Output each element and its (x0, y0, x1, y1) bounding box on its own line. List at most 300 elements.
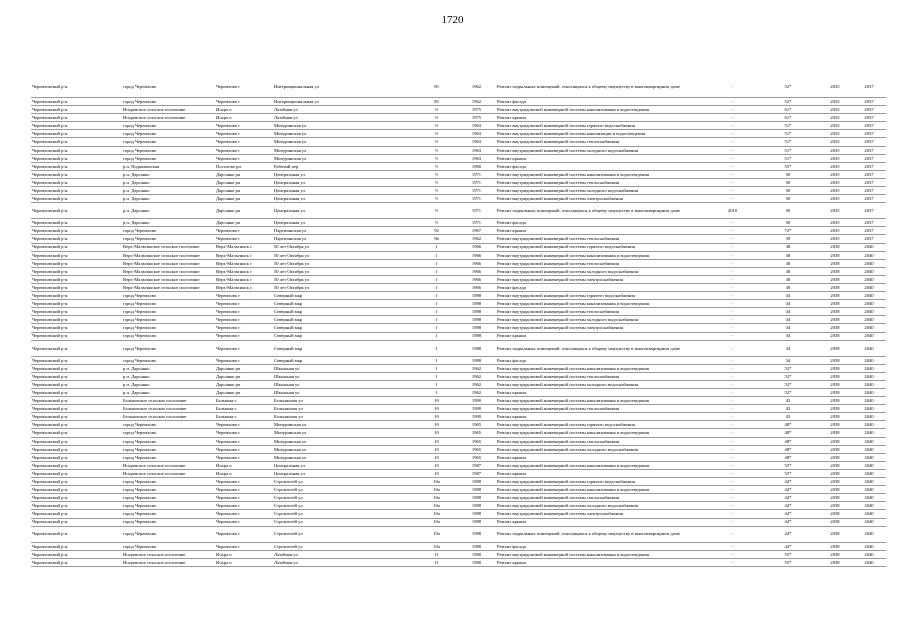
last-repair-year-cell: - (707, 389, 758, 397)
street-cell: Лазейная ул (273, 550, 416, 558)
last-repair-year-cell: - (707, 146, 758, 154)
house-number-cell: 10 (416, 421, 457, 429)
settlement-cell: город Черемхово (122, 421, 215, 429)
build-year-cell: 1987 (457, 461, 496, 469)
settlement-cell: город Черемхово (122, 316, 215, 324)
district-cell: Черемховский р-н (31, 316, 122, 324)
period-start-cell: 2038 (818, 364, 852, 372)
street-cell: 50 лет Октября ул (273, 251, 416, 259)
district-cell: Черемховский р-н (31, 421, 122, 429)
district-cell: Черемховский р-н (31, 461, 122, 469)
build-year-cell: 1990 (457, 413, 496, 421)
wear-percent-cell: 52* (758, 364, 818, 372)
locality-cell: Искра п (215, 114, 273, 122)
street-cell: Больничная ул (273, 397, 416, 405)
wear-percent-cell: 50 (758, 170, 818, 178)
work-type-cell: Ремонт внутридомовой инженерной системы теплоснабжения (496, 138, 707, 146)
locality-cell: Искра п (215, 469, 273, 477)
period-end-cell: 2040 (852, 494, 886, 502)
build-year-cell: 1962 (457, 380, 496, 388)
period-start-cell: 2038 (818, 486, 852, 494)
house-number-cell: 9 (416, 130, 457, 138)
locality-cell: Черемхово г (215, 453, 273, 461)
period-end-cell: 2037 (852, 178, 886, 186)
settlement-cell: Верх-Мальтинское сельское поселение (122, 243, 215, 251)
locality-cell: Черемхово г (215, 308, 273, 316)
period-start-cell: 2038 (818, 421, 852, 429)
locality-cell: Дарсанко рп (215, 170, 273, 178)
last-repair-year-cell: - (707, 170, 758, 178)
last-repair-year-cell: - (707, 494, 758, 502)
last-repair-year-cell: - (707, 195, 758, 203)
work-type-cell: Ремонт внутридомовой инженерной системы теплоснабжения (496, 235, 707, 243)
period-start-cell: 2038 (818, 389, 852, 397)
period-start-cell: 2038 (818, 550, 852, 558)
build-year-cell: 1988 (457, 300, 496, 308)
table-row (31, 162, 886, 170)
last-repair-year-cell: - (707, 316, 758, 324)
work-type-cell: Ремонт внутридомовой инженерной системы канализования и водоотведения (496, 170, 707, 178)
period-end-cell: 2037 (852, 76, 886, 98)
district-cell: Черемховский р-н (31, 445, 122, 453)
build-year-cell: 1962 (457, 364, 496, 372)
table-row (31, 494, 886, 502)
table-row (31, 154, 886, 162)
district-cell: Черемховский р-н (31, 453, 122, 461)
settlement-cell: город Черемхово (122, 494, 215, 502)
table-row (31, 389, 886, 397)
street-cell: Мичуринская ул (273, 453, 416, 461)
last-repair-year-cell: - (707, 235, 758, 243)
district-cell: Черемховский р-н (31, 283, 122, 291)
house-number-cell: 9 (416, 187, 457, 195)
period-end-cell: 2040 (852, 283, 886, 291)
build-year-cell: 1987 (457, 469, 496, 477)
street-cell: Строителей ул (273, 518, 416, 526)
wear-percent-cell: 44* (758, 526, 818, 542)
last-repair-year-cell: - (707, 267, 758, 275)
settlement-cell: р.п. Дарсанко (122, 187, 215, 195)
work-type-cell: Ремонт внутридомовой инженерной системы горячего водоснабжения (496, 478, 707, 486)
street-cell: Мичуринская ул (273, 437, 416, 445)
district-cell: Черемховский р-н (31, 219, 122, 227)
house-number-cell: 1 (416, 275, 457, 283)
period-start-cell: 2035 (818, 154, 852, 162)
settlement-cell: р.п. Дарсанко (122, 389, 215, 397)
work-type-cell: Ремонт фасада (496, 98, 707, 106)
table-row (31, 267, 886, 275)
district-cell: Черемховский р-н (31, 162, 122, 170)
build-year-cell: 1965 (457, 437, 496, 445)
last-repair-year-cell: - (707, 251, 758, 259)
period-end-cell: 2040 (852, 510, 886, 518)
district-cell: Черемховский р-н (31, 114, 122, 122)
house-number-cell: 9 (416, 114, 457, 122)
table-row (31, 429, 886, 437)
settlement-cell: Бельковское сельское поселение (122, 405, 215, 413)
build-year-cell: 1971 (457, 187, 496, 195)
period-end-cell: 2040 (852, 518, 886, 526)
district-cell: Черемховский р-н (31, 380, 122, 388)
locality-cell: Дарсанко рп (215, 219, 273, 227)
period-start-cell: 2038 (818, 259, 852, 267)
settlement-cell: Искровское сельское поселение (122, 106, 215, 114)
period-start-cell: 2038 (818, 510, 852, 518)
build-year-cell: 1971 (457, 170, 496, 178)
period-start-cell: 2038 (818, 526, 852, 542)
street-cell: Мичуринская ул (273, 429, 416, 437)
settlement-cell: Верх-Мальтинское сельское поселение (122, 283, 215, 291)
last-repair-year-cell: - (707, 380, 758, 388)
district-cell: Черемховский р-н (31, 300, 122, 308)
settlement-cell: Верх-Мальтинское сельское поселение (122, 259, 215, 267)
settlement-cell: р.п. Дарсанко (122, 170, 215, 178)
period-end-cell: 2037 (852, 114, 886, 122)
table-row (31, 550, 886, 558)
period-end-cell: 2040 (852, 437, 886, 445)
period-start-cell: 2038 (818, 300, 852, 308)
period-end-cell: 2040 (852, 380, 886, 388)
settlement-cell: город Черемхово (122, 146, 215, 154)
build-year-cell: 1988 (457, 510, 496, 518)
settlement-cell: город Черемхово (122, 518, 215, 526)
district-cell: Черемховский р-н (31, 98, 122, 106)
build-year-cell: 1988 (457, 502, 496, 510)
locality-cell: Черемхово г (215, 227, 273, 235)
table-row (31, 510, 886, 518)
table-row (31, 300, 886, 308)
street-cell: Больничная ул (273, 405, 416, 413)
period-end-cell: 2040 (852, 340, 886, 356)
house-number-cell: 1 (416, 251, 457, 259)
house-number-cell: 11 (416, 550, 457, 558)
period-end-cell: 2040 (852, 445, 886, 453)
house-number-cell: 10а (416, 542, 457, 550)
period-end-cell: 2040 (852, 356, 886, 364)
period-end-cell: 2037 (852, 235, 886, 243)
work-type-cell: Ремонт внутридомовой инженерной системы холодного водоснабжения (496, 267, 707, 275)
settlement-cell: город Черемхово (122, 130, 215, 138)
wear-percent-cell: 38 (758, 251, 818, 259)
wear-percent-cell: 34 (758, 356, 818, 364)
locality-cell: Искра п (215, 106, 273, 114)
street-cell: Центральная ул (273, 195, 416, 203)
wear-percent-cell: 43 (758, 413, 818, 421)
district-cell: Черемховский р-н (31, 469, 122, 477)
build-year-cell: 1975 (457, 114, 496, 122)
table-row (31, 526, 886, 542)
period-end-cell: 2040 (852, 486, 886, 494)
house-number-cell: 9 (416, 146, 457, 154)
settlement-cell: Искровское сельское поселение (122, 114, 215, 122)
table-body (31, 76, 886, 566)
wear-percent-cell: 51* (758, 122, 818, 130)
last-repair-year-cell: 2010 (707, 203, 758, 219)
work-type-cell: Ремонт фасада (496, 356, 707, 364)
district-cell: Черемховский р-н (31, 203, 122, 219)
last-repair-year-cell: - (707, 478, 758, 486)
locality-cell: Черемхово г (215, 494, 273, 502)
table-row (31, 130, 886, 138)
build-year-cell: 1988 (457, 526, 496, 542)
period-end-cell: 2040 (852, 364, 886, 372)
build-year-cell: 1971 (457, 219, 496, 227)
street-cell: Мичуринская ул (273, 154, 416, 162)
wear-percent-cell: 61* (758, 114, 818, 122)
work-type-cell: Ремонт внутридомовой инженерной системы холодного водоснабжения (496, 445, 707, 453)
period-end-cell: 2040 (852, 324, 886, 332)
period-end-cell: 2040 (852, 502, 886, 510)
work-type-cell: Ремонт внутридомовой инженерной системы теплоснабжения (496, 372, 707, 380)
table-row (31, 356, 886, 364)
build-year-cell: 1966 (457, 283, 496, 291)
period-start-cell: 2038 (818, 340, 852, 356)
table-row (31, 372, 886, 380)
period-start-cell: 2038 (818, 445, 852, 453)
house-number-cell: 1 (416, 332, 457, 340)
capital-repair-table (31, 76, 886, 567)
locality-cell: Черемхово г (215, 98, 273, 106)
settlement-cell: город Черемхово (122, 526, 215, 542)
period-start-cell: 2038 (818, 397, 852, 405)
build-year-cell: 1963 (457, 130, 496, 138)
wear-percent-cell: 44* (758, 494, 818, 502)
last-repair-year-cell: - (707, 429, 758, 437)
period-start-cell: 2038 (818, 453, 852, 461)
build-year-cell: 1990 (457, 397, 496, 405)
street-cell: Центральная ул (273, 170, 416, 178)
settlement-cell: Искровское сельское поселение (122, 550, 215, 558)
street-cell: Партизанская ул (273, 235, 416, 243)
table-row (31, 138, 886, 146)
street-cell: Лазейная ул (273, 106, 416, 114)
district-cell: Черемховский р-н (31, 413, 122, 421)
street-cell: Мичуринская ул (273, 130, 416, 138)
period-start-cell: 2035 (818, 138, 852, 146)
period-start-cell: 2038 (818, 405, 852, 413)
period-end-cell: 2040 (852, 292, 886, 300)
wear-percent-cell: 44* (758, 542, 818, 550)
work-type-cell: Ремонт внутридомовой инженерной системы холодного водоснабжения (496, 146, 707, 154)
last-repair-year-cell: - (707, 259, 758, 267)
last-repair-year-cell: - (707, 300, 758, 308)
last-repair-year-cell: - (707, 461, 758, 469)
last-repair-year-cell: - (707, 526, 758, 542)
locality-cell: Дарсанко рп (215, 187, 273, 195)
street-cell: Мичуринская ул (273, 146, 416, 154)
build-year-cell: 1988 (457, 486, 496, 494)
table-row (31, 98, 886, 106)
house-number-cell: 10а (416, 502, 457, 510)
period-end-cell: 2037 (852, 227, 886, 235)
street-cell: Северный мкр (273, 324, 416, 332)
district-cell: Черемховский р-н (31, 494, 122, 502)
table-row (31, 243, 886, 251)
last-repair-year-cell: - (707, 550, 758, 558)
house-number-cell: 10а (416, 486, 457, 494)
period-start-cell: 2038 (818, 429, 852, 437)
house-number-cell: 1 (416, 356, 457, 364)
settlement-cell: р.п. Дарсанко (122, 364, 215, 372)
table-row (31, 146, 886, 154)
settlement-cell: город Черемхово (122, 340, 215, 356)
locality-cell: Дарсанко рп (215, 389, 273, 397)
district-cell: Черемховский р-н (31, 518, 122, 526)
table-row (31, 332, 886, 340)
district-cell: Черемховский р-н (31, 122, 122, 130)
settlement-cell: город Черемхово (122, 445, 215, 453)
street-cell: Строителей ул (273, 494, 416, 502)
house-number-cell: 9 (416, 170, 457, 178)
period-end-cell: 2040 (852, 275, 886, 283)
settlement-cell: р.п. Дарсанко (122, 203, 215, 219)
settlement-cell: город Черемхово (122, 122, 215, 130)
period-start-cell: 2035 (818, 106, 852, 114)
settlement-cell: Верх-Мальтинское сельское поселение (122, 267, 215, 275)
wear-percent-cell: 38 (758, 267, 818, 275)
work-type-cell: Ремонт крыши (496, 413, 707, 421)
last-repair-year-cell: - (707, 356, 758, 364)
settlement-cell: р.п. Дарсанко (122, 380, 215, 388)
last-repair-year-cell: - (707, 332, 758, 340)
table-row (31, 292, 886, 300)
table-row (31, 421, 886, 429)
locality-cell: Дарсанко рп (215, 364, 273, 372)
work-type-cell: Ремонт крыши (496, 154, 707, 162)
work-type-cell: Ремонт внутридомовой инженерной системы канализования и водоотведения (496, 461, 707, 469)
district-cell: Черемховский р-н (31, 340, 122, 356)
last-repair-year-cell: - (707, 243, 758, 251)
work-type-cell: Ремонт внутридомовой инженерной системы теплоснабжения (496, 178, 707, 186)
house-number-cell: 10 (416, 429, 457, 437)
house-number-cell: 1 (416, 283, 457, 291)
table-row (31, 316, 886, 324)
table-row (31, 76, 886, 98)
table-row (31, 283, 886, 291)
period-start-cell: 2035 (818, 76, 852, 98)
table-row (31, 219, 886, 227)
wear-percent-cell: 44* (758, 486, 818, 494)
period-end-cell: 2037 (852, 187, 886, 195)
period-start-cell: 2035 (818, 170, 852, 178)
work-type-cell: Ремонт внутридомовой инженерной системы холодного водоснабжения (496, 187, 707, 195)
house-number-cell: 1 (416, 259, 457, 267)
work-type-cell: Ремонт крыши (496, 558, 707, 566)
district-cell: Черемховский р-н (31, 372, 122, 380)
street-cell: Школьная ул (273, 380, 416, 388)
last-repair-year-cell: - (707, 372, 758, 380)
work-type-cell: Ремонт внутридомовой инженерной системы горячего водоснабжения (496, 243, 707, 251)
period-end-cell: 2040 (852, 308, 886, 316)
wear-percent-cell: 51* (758, 154, 818, 162)
build-year-cell: 1962 (457, 235, 496, 243)
period-end-cell: 2040 (852, 372, 886, 380)
build-year-cell: 1966 (457, 267, 496, 275)
build-year-cell: 1963 (457, 138, 496, 146)
period-start-cell: 2038 (818, 542, 852, 550)
table-row (31, 364, 886, 372)
period-end-cell: 2040 (852, 542, 886, 550)
district-cell: Черемховский р-н (31, 510, 122, 518)
street-cell: Мичуринская ул (273, 421, 416, 429)
work-type-cell: Ремонт внутридомовой инженерной системы горячего водоснабжения (496, 421, 707, 429)
last-repair-year-cell: - (707, 397, 758, 405)
work-type-cell: Ремонт внутридомовой инженерной системы теплоснабжения (496, 494, 707, 502)
wear-percent-cell: 52* (758, 389, 818, 397)
street-cell: Северный мкр (273, 300, 416, 308)
period-end-cell: 2037 (852, 219, 886, 227)
build-year-cell: 1988 (457, 542, 496, 550)
build-year-cell: 1988 (457, 478, 496, 486)
build-year-cell: 1980 (457, 162, 496, 170)
locality-cell: Черемхово г (215, 356, 273, 364)
period-start-cell: 2038 (818, 308, 852, 316)
table-row (31, 461, 886, 469)
build-year-cell: 1990 (457, 405, 496, 413)
locality-cell: Черемхово г (215, 300, 273, 308)
period-end-cell: 2040 (852, 469, 886, 477)
district-cell: Черемховский р-н (31, 154, 122, 162)
wear-percent-cell: 48* (758, 429, 818, 437)
district-cell: Черемховский р-н (31, 243, 122, 251)
district-cell: Черемховский р-н (31, 526, 122, 542)
locality-cell: Черемхово г (215, 510, 273, 518)
settlement-cell: р.п. Дарсанко (122, 372, 215, 380)
street-cell: Северный мкр (273, 356, 416, 364)
period-start-cell: 2035 (818, 146, 852, 154)
build-year-cell: 1988 (457, 324, 496, 332)
period-start-cell: 2038 (818, 324, 852, 332)
work-type-cell: Ремонт внутридомовой инженерной системы холодного водоснабжения (496, 316, 707, 324)
build-year-cell: 1971 (457, 195, 496, 203)
house-number-cell: 9 (416, 203, 457, 219)
work-type-cell: Ремонт крыши (496, 227, 707, 235)
district-cell: Черемховский р-н (31, 275, 122, 283)
last-repair-year-cell: - (707, 154, 758, 162)
settlement-cell: Бельковское сельское поселение (122, 413, 215, 421)
last-repair-year-cell: - (707, 178, 758, 186)
district-cell: Черемховский р-н (31, 429, 122, 437)
house-number-cell: 10 (416, 461, 457, 469)
settlement-cell: город Черемхово (122, 300, 215, 308)
period-start-cell: 2038 (818, 316, 852, 324)
street-cell: Северный мкр (273, 308, 416, 316)
period-start-cell: 2038 (818, 292, 852, 300)
wear-percent-cell: 34 (758, 300, 818, 308)
table-row (31, 413, 886, 421)
build-year-cell: 1965 (457, 429, 496, 437)
period-start-cell: 2038 (818, 437, 852, 445)
table-row (31, 275, 886, 283)
locality-cell: Черемхово г (215, 122, 273, 130)
period-start-cell: 2038 (818, 413, 852, 421)
period-end-cell: 2037 (852, 170, 886, 178)
street-cell: Партизанская ул (273, 227, 416, 235)
settlement-cell: город Черемхово (122, 138, 215, 146)
house-number-cell: 10а (416, 510, 457, 518)
work-type-cell: Ремонт внутридомовой инженерной системы канализования и водоотведения (496, 300, 707, 308)
wear-percent-cell: 52* (758, 372, 818, 380)
street-cell: Школьная ул (273, 364, 416, 372)
period-start-cell: 2038 (818, 251, 852, 259)
settlement-cell: город Черемхово (122, 154, 215, 162)
locality-cell: Черемхово г (215, 421, 273, 429)
build-year-cell: 1988 (457, 494, 496, 502)
street-cell: Центральная ул (273, 219, 416, 227)
street-cell: Строителей ул (273, 486, 416, 494)
last-repair-year-cell: - (707, 187, 758, 195)
work-type-cell: Ремонт внутридомовой инженерной системы электроснабжения (496, 195, 707, 203)
